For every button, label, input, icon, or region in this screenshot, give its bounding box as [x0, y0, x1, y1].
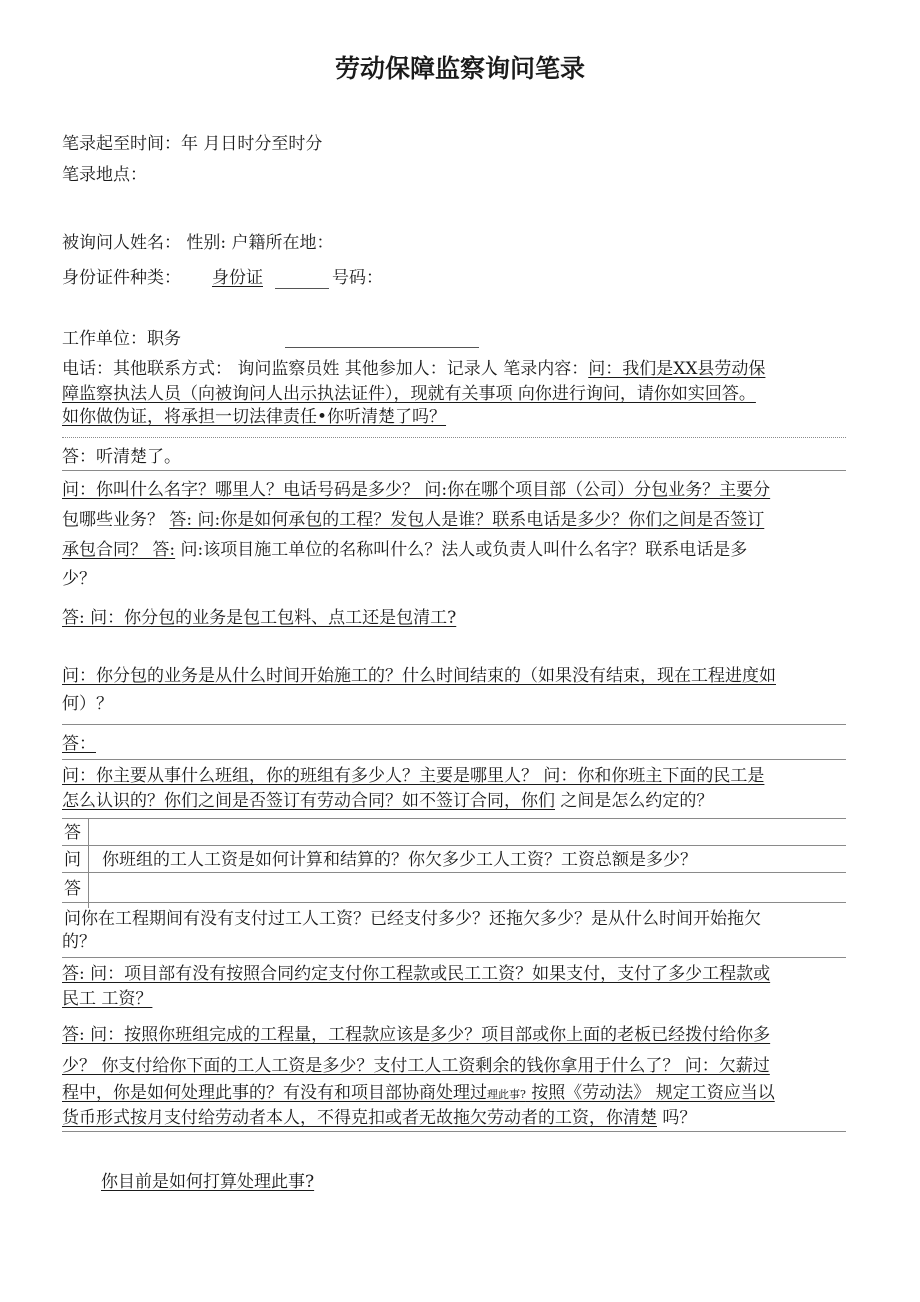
table-row-border [62, 845, 846, 846]
q4-line-2: 何）？ [62, 694, 113, 714]
q3: 答: 问：你分包的业务是包工包料、点工还是包清工? [62, 608, 457, 628]
q4-line-1: 问：你分包的业务是从什么时间开始施工的？什么时间结束的（如果没有结束，现在工程进度如 [62, 666, 776, 686]
q6-line-2-a: 怎么认识的？你们之间是否签订有劳动合同？如不签订合同，你们 [62, 791, 555, 811]
q7-line-1: 答: 问：项目部有没有按照合同约定支付你工程款或民工工资？如果支付，支付了多少工程款或 [62, 964, 771, 984]
q8-line-3-small: 理此事? [487, 1088, 526, 1101]
q7-line-2-b: 工资？ [96, 989, 153, 1009]
q2-line-4: 少？ [62, 569, 96, 589]
q2-line-1 [62, 480, 770, 500]
intro-line-2: 障监察执法人员（向被询问人出示执法证件），现就有关事项 向你进行询问，请你如实回答。 [62, 384, 756, 404]
document-title: 劳动保障监察询问笔录 [334, 54, 585, 83]
q2-line-2-a: 包哪些业务？ [62, 510, 170, 530]
q8-line-2: 少？ 你支付给你下面的工人工资是多少？支付工人工资剩余的钱你拿用于什么了？ 问：欠薪过 [62, 1056, 770, 1076]
table-question-2-text: 你在工程期间有没有支付过工人工资？已经支付多少？还拖欠多少？是从什么时间开始拖欠 [81, 909, 761, 929]
q9: 你目前是如何打算处理此事? [101, 1172, 315, 1192]
record-time: 笔录起至时间：年 月日时分至时分 [62, 134, 323, 154]
person-info: 被询问人姓名： 性别: 户籍所在地： [62, 233, 334, 253]
q2-line-3 [62, 540, 747, 560]
id-type-label: 身份证件种类： [62, 268, 181, 288]
q8-line-3-a: 程中，你是如何处理此事的？有没有和项目部协商处理过 [62, 1083, 487, 1103]
divider [62, 759, 846, 760]
work-blank-line [285, 347, 479, 348]
table-answer-label: 答 [64, 879, 81, 899]
intro-line-3: 如你做伪证，将承担一切法律责任•你听清楚了吗？ [62, 407, 447, 427]
q2-line-3-b: 问:该项目施工单位的名称叫什么？法人或负责人叫什么名字？联系电话是多 [175, 540, 748, 560]
intro-line-1 [62, 359, 765, 379]
table-column-divider [88, 818, 89, 908]
record-place: 笔录地点： [62, 165, 147, 185]
table-row-border [62, 872, 846, 873]
q8-line-1-text: 答: 问：按照你班组完成的工程量，工程款应该是多少？项目部或你上面的老板已经拨付给你多 [62, 1025, 771, 1045]
table-answer-label: 答 [64, 823, 81, 843]
divider [62, 957, 846, 958]
table-question-2 [64, 909, 761, 929]
q7-line-2-a: 民工 [62, 989, 96, 1009]
q8-line-4 [62, 1108, 696, 1128]
q8-line-3 [62, 1083, 775, 1105]
q8-line-1 [62, 1025, 770, 1045]
q6-line-2-b: 之间是怎么约定的？ [555, 791, 714, 811]
q8-line-4-b: 吗？ [657, 1108, 697, 1128]
intro-line-1-question: 问：我们是XX县劳动保 [588, 359, 766, 379]
table-question-1-text: 你班组的工人工资是如何计算和结算的？你欠多少工人工资？工资总额是多少？ [102, 850, 697, 870]
q2-line-1-text: 问：你叫什么名字？哪里人？电话号码是多少？ 问:你在哪个项目部（公司）分包业务？主要分 [62, 480, 771, 500]
id-blank-line [275, 288, 329, 289]
answer-1: 答：听清楚了。 [62, 447, 181, 467]
id-type-value: 身份证 [212, 268, 263, 288]
divider [62, 1131, 846, 1132]
divider [62, 724, 846, 725]
table-question-2-cont: 的？ [62, 932, 96, 952]
q8-line-4-a: 货币形式按月支付给劳动者本人，不得克扣或者无故拖欠劳动者的工资，你清楚 [62, 1108, 657, 1128]
q8-line-3-b: 按照《劳动法》 规定工资应当以 [525, 1083, 775, 1103]
table-question-label: 问 [64, 850, 81, 870]
divider [62, 437, 846, 438]
q6-line-2 [62, 791, 713, 811]
q2-line-2-b: 答: 问:你是如何承包的工程？发包人是谁？联系电话是多少？你们之间是否签订 [169, 510, 765, 530]
divider [62, 470, 846, 471]
table-question-label: 问 [64, 909, 81, 929]
table-row-border [62, 902, 846, 903]
q2-line-2 [62, 510, 764, 530]
q2-line-3-a: 承包合同？ 答: [62, 540, 176, 560]
q7-line-2 [62, 989, 152, 1009]
work-unit: 工作单位：职务 [62, 329, 181, 349]
q6-line-1: 问：你主要从事什么班组，你的班组有多少人？主要是哪里人？ 问：你和你班主下面的民工是 [62, 766, 765, 786]
answer-5: 答： [62, 734, 96, 754]
id-number-label: 号码： [332, 268, 383, 288]
table-top-border [62, 818, 846, 819]
intro-line-1-prefix: 电话：其他联系方式： 询问监察员姓 其他参加人：记录人 笔录内容： [62, 359, 589, 379]
